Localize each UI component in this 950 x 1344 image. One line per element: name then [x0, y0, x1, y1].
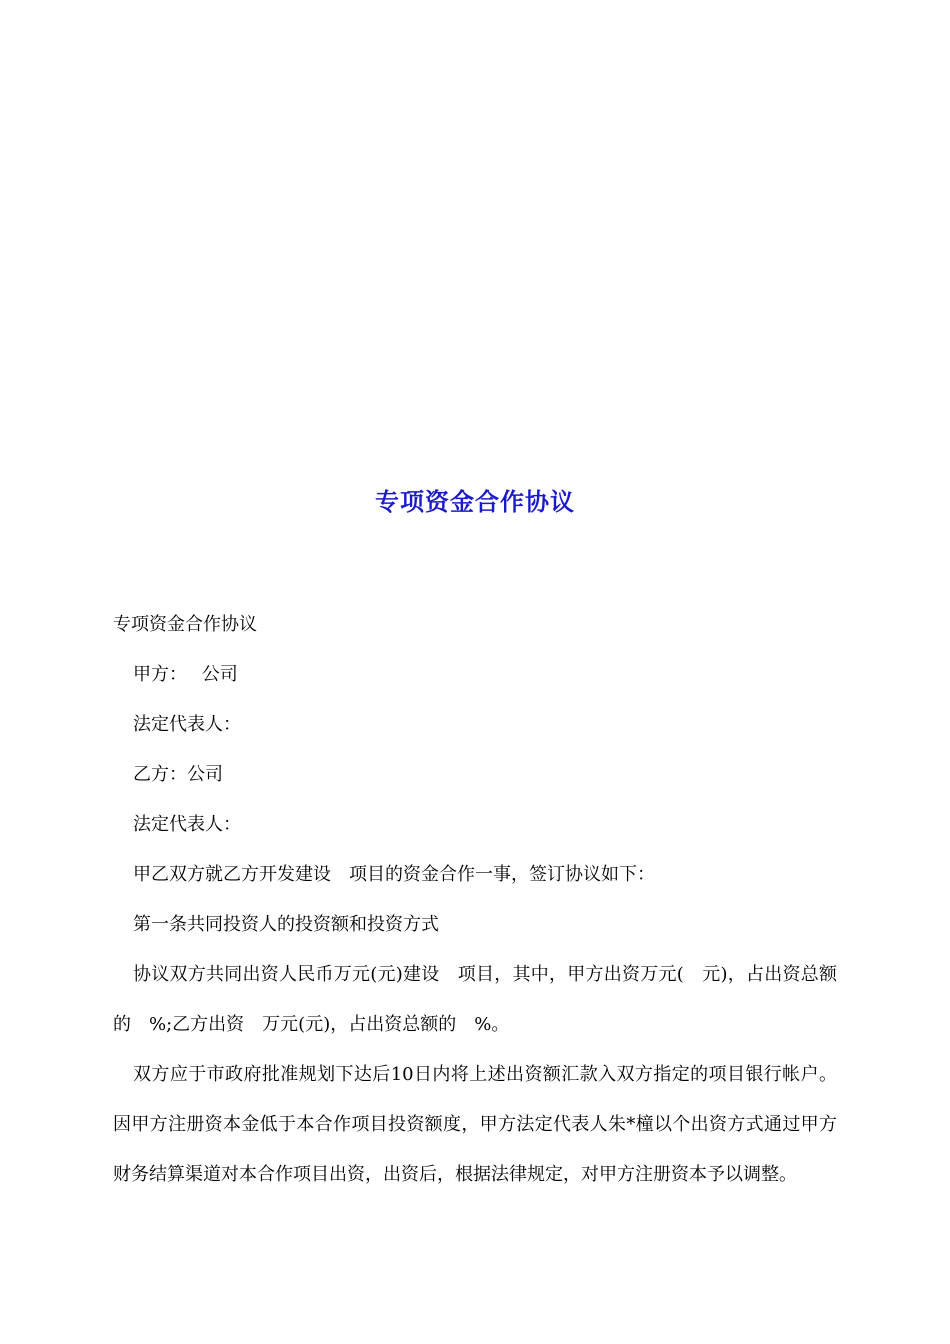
article-1-heading: 第一条共同投资人的投资额和投资方式 — [133, 914, 439, 935]
article-1-paragraph-2: 双方应于市政府批准规划下达后10日内将上述出资额汇款入双方指定的项目银行帐户。因甲方注册资本金低于本合作项目投资额度，甲方法定代表人朱*橦以个出资方式通过甲方财务结算渠道对本合作项目出资，出资后，根据法律规定，对甲方注册资本予以调整。 — [113, 1064, 837, 1185]
party-a-line: 甲方： 公司 — [133, 664, 238, 685]
party-a-representative: 法定代表人： — [133, 714, 241, 735]
document-subtitle: 专项资金合作协议 — [113, 614, 257, 635]
party-b-representative: 法定代表人： — [133, 814, 241, 835]
intro-line: 甲乙双方就乙方开发建设 项目的资金合作一事，签订协议如下： — [133, 864, 655, 885]
party-b-line: 乙方：公司 — [133, 764, 223, 785]
document-body — [113, 600, 837, 1200]
article-1-paragraph-1: 协议双方共同出资人民币万元(元)建设 项目，其中，甲方出资万元( 元)，占出资总额的 %;乙方出资 万元(元)，占出资总额的 %。 — [113, 964, 837, 1035]
document-title: 专项资金合作协议 — [375, 487, 575, 516]
